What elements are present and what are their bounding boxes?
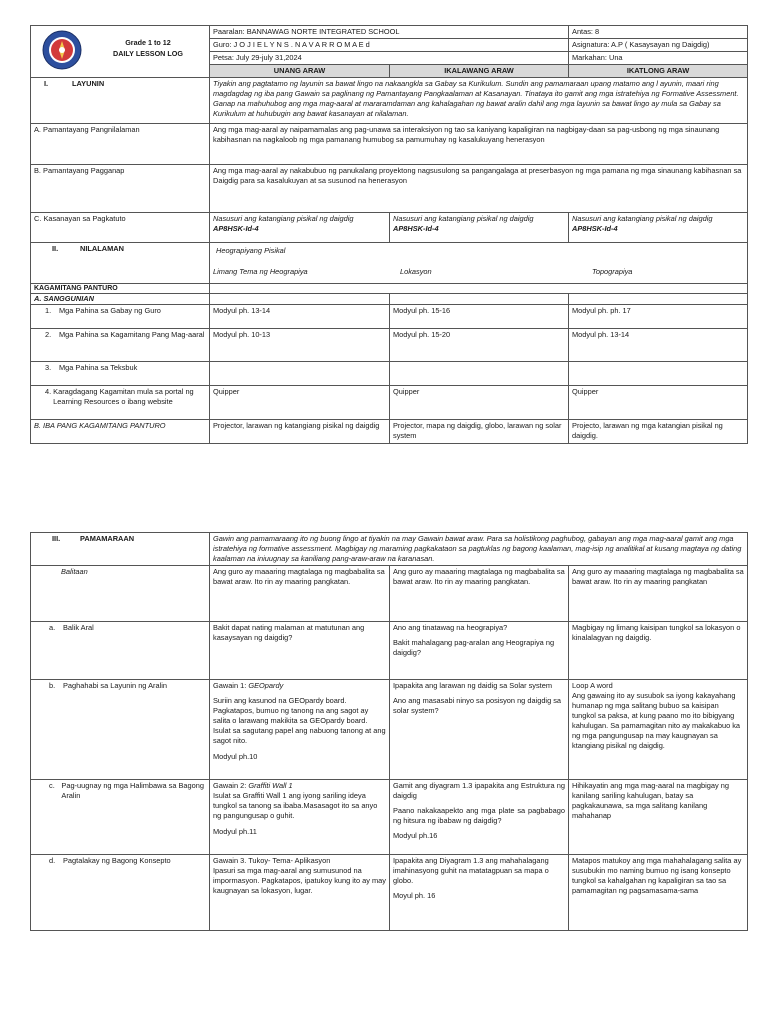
sanggunian-d2 — [390, 294, 569, 305]
paguugnay-d2 — [390, 779, 569, 854]
kagamitang-pang-d2: Modyul ph. 15-20 — [390, 329, 569, 362]
balik-aral-label: Balik Aral — [63, 622, 94, 632]
paghahabi-d2b: Ano ang masasabi ninyo sa posisyon ng daigdig sa solar system? — [393, 695, 562, 715]
balitaan-d1: Ang guro ay maaaring magtalaga ng magbabalita sa bawat araw. Ito rin ay maaring pangkatan. — [210, 565, 390, 621]
petsa-field: Petsa: July 29-july 31,2024 — [210, 51, 569, 64]
teksbuk-d1 — [210, 362, 390, 386]
lesson-log-table-1 — [30, 25, 748, 444]
nilalaman-label-cell — [31, 242, 210, 283]
balik-aral-num: a. — [49, 622, 56, 632]
pagtalakay-d1 — [210, 854, 390, 930]
paguugnay-num: c. — [49, 780, 55, 790]
paghahabi-d2 — [390, 679, 569, 779]
paguugnay-d1-title: Graffiti Wall 1 — [248, 780, 293, 790]
iba-pang-label: B. IBA PANG KAGAMITANG PANTURO — [31, 420, 210, 444]
sanggunian-label: A. SANGGUNIAN — [31, 294, 210, 305]
layunin-text: Tiyakin ang pagtatamo ng layunin sa bawat lingo na nakaangkla sa Gabay sa Kurikulum. Sundin ang pamamaraan upang matamo ang l ayunin, maari ring magdagdag ng iba pang Gawain sa paglinang ng Pamantayang Pangkaalaman at Kasanayan. Tinataya ito gamit ang mga istratehiya ng Formative Assessment. Ganap na mahuhubog ang mga mag-aaral at mararamdaman ang kahalagahan ng bawat aralin dahil ang mga layunin sa bawat lingo ay mula sa Gabay sa Kurikulum at huhubugin ang bawat kasanayan at nilalaman. — [210, 77, 748, 123]
kagamitang-pang-label: Mga Pahina sa Kagamitang Pang Mag-aaral — [59, 330, 205, 340]
paghahabi-d3 — [569, 679, 748, 779]
karagdagan-d3: Quipper — [569, 386, 748, 420]
paguugnay-d1 — [210, 779, 390, 854]
paguugnay-d1-title-prefix: Gawain 2: — [213, 780, 249, 790]
karagdagan-d2: Quipper — [390, 386, 569, 420]
balitaan-d2: Ang guro ay maaaring magtalaga ng magbabalita sa bawat araw. Ito rin ay maaring pangkatan. — [390, 565, 569, 621]
layunin-label-cell — [31, 77, 210, 123]
school-seal-icon — [42, 30, 82, 70]
balik-aral-d2b: Bakit mahalagang pag-aralan ang Heograpiya ng daigdig? — [393, 637, 555, 657]
header-logo-cell — [31, 26, 210, 78]
layunin-num: I. — [44, 78, 49, 88]
nilalaman-label: NILALAMAN — [80, 243, 124, 253]
doc-type-label: DAILY LESSON LOG — [113, 48, 183, 58]
paguugnay-label: Pag-uugnay ng mga Halimbawa sa Bagong Aralin — [61, 780, 204, 800]
day2-header: IKALAWANG ARAW — [390, 64, 569, 77]
balik-aral-label-cell — [31, 621, 210, 679]
kagamitang-pang-label-cell — [31, 329, 210, 362]
paghahabi-d3-title: Loop A word — [572, 680, 613, 690]
kagamitang-pang-d1: Modyul ph. 10-13 — [210, 329, 390, 362]
paghahabi-d1-ref: Modyul ph.10 — [213, 751, 258, 761]
balitaan-label: Balitaan — [31, 565, 210, 621]
paguugnay-d2b: Paano nakakaapekto ang mga plate sa pagbabago ng hitsura ng ibabaw ng daigdig? — [393, 805, 565, 825]
day3-header: IKATLONG ARAW — [569, 64, 748, 77]
paghahabi-label-cell — [31, 679, 210, 779]
paguugnay-d1-ref: Modyul ph.11 — [213, 826, 257, 836]
pangnilalaman-label: A. Pamantayang Pangnilalaman — [31, 123, 210, 164]
markahan-field: Markahan: Una — [569, 51, 748, 64]
pagtalakay-d1-title: Gawain 3. Tukoy- Tema- Aplikasyon — [213, 855, 331, 865]
balik-aral-d3: Magbigay ng limang kaisipan tungkol sa lokasyon o kinalalagyan ng daigdig. — [569, 621, 748, 679]
pamamaraan-label: PAMAMARAAN — [80, 534, 135, 543]
lesson-log-table-2 — [30, 532, 748, 931]
balik-aral-d2a: Ano ang tinatawag na heograpiya? — [393, 622, 508, 632]
teksbuk-d2 — [390, 362, 569, 386]
paguugnay-label-cell — [31, 779, 210, 854]
antas-field: Antas: 8 — [569, 26, 748, 39]
kasanayan-day3 — [569, 212, 748, 242]
sanggunian-d3 — [569, 294, 748, 305]
gabay-num: 1. — [45, 306, 52, 316]
paghahabi-d2a: Ipapakita ang larawan ng daidig sa Solar system — [393, 680, 552, 690]
pamamaraan-num: III. — [52, 534, 61, 543]
day1-header: UNANG ARAW — [210, 64, 390, 77]
paaralan-field: Paaralan: BANNAWAG NORTE INTEGRATED SCHOOL — [210, 26, 569, 39]
karagdagan-num: 4. — [45, 387, 52, 397]
gabay-label-cell — [31, 305, 210, 329]
kagamitang-pang-d3: Modyul ph. 13-14 — [569, 329, 748, 362]
pamamaraan-label-cell — [31, 533, 210, 566]
paghahabi-d1-title-prefix: Gawain 1: — [213, 680, 249, 690]
pangnilalaman-text: Ang mga mag-aaral ay naipamamalas ang pag-unawa sa interaksiyon ng tao sa kaniyang kapaligiran na nagbigay-daan sa pag-usbong ng mga sinaunang kabihasnan na nagkaloob ng mga pamanang humubog sa pamumuhay ng kasalukuyang henerasyon — [210, 123, 748, 164]
pagtalakay-d1-body: Ipasuri sa mga mag-aaral ang sumusunod na impormasyon. Pagkatapos, ipatukoy kung ito ay may kaugnayan sa lokasyon, lugar. — [213, 865, 386, 895]
kasanayan-day2 — [390, 212, 569, 242]
teksbuk-label: Mga Pahina sa Teksbuk — [59, 363, 138, 373]
paguugnay-d2a: Gamit ang diyagram 1.3 ipapakita ang Estruktura ng daigdig — [393, 780, 565, 800]
nilalaman-sub3: Topograpiya — [592, 266, 633, 276]
gabay-label: Mga Pahina sa Gabay ng Guro — [59, 306, 161, 316]
kagamitan-blank — [210, 283, 748, 293]
balik-aral-d1: Bakit dapat nating malaman at matutunan ang kasaysayan ng daigdig? — [210, 621, 390, 679]
nilalaman-topic: Heograpiyang Pisikal — [216, 245, 286, 255]
karagdagan-d1: Quipper — [210, 386, 390, 420]
pagtalakay-num: d. — [49, 855, 56, 865]
teksbuk-label-cell — [31, 362, 210, 386]
iba-pang-d2: Projector, mapa ng daigdig, globo, larawan ng solar system — [390, 420, 569, 444]
paghahabi-label: Paghahabi sa Layunin ng Aralin — [63, 680, 167, 690]
layunin-label: LAYUNIN — [72, 78, 105, 88]
gabay-d2: Modyul ph. 15-16 — [390, 305, 569, 329]
teksbuk-num: 3. — [45, 363, 52, 373]
kasanayan-day3-text: Nasusuri ang katangiang pisikal ng daigdig — [572, 213, 713, 223]
nilalaman-num: II. — [52, 243, 59, 253]
pagtalakay-d2-ref: Moyul ph. 16 — [393, 890, 436, 900]
paghahabi-d1 — [210, 679, 390, 779]
kasanayan-label: C. Kasanayan sa Pagkatuto — [31, 212, 210, 242]
pagtalakay-d2-body: Ipapakita ang Diyagram 1.3 ang mahahalagang imahinasyong guhit na matatagpuan sa mapa o globo. — [393, 855, 549, 885]
pagtalakay-d3: Matapos matukoy ang mga mahahalagang salita ay susubukin mo naming bumuo ng isang konsepto tungkol sa kahalgahan ng kapaligiran sa tao sa pamamagitan ng pagsamasama-sama — [569, 854, 748, 930]
nilalaman-sub1: Limang Tema ng Heograpiya — [213, 266, 308, 276]
iba-pang-d1: Projector, larawan ng katangiang pisikal ng daigdig — [210, 420, 390, 444]
grade-label: Grade 1 to 12 — [125, 38, 171, 47]
nilalaman-content — [210, 242, 748, 283]
nilalaman-sub2: Lokasyon — [400, 266, 432, 276]
teksbuk-d3 — [569, 362, 748, 386]
iba-pang-d3: Projecto, larawan ng mga katangian pisikal ng daigdig. — [569, 420, 748, 444]
pagtalakay-label-cell — [31, 854, 210, 930]
paguugnay-d3: Hihikayatin ang mga mag-aaral na magbigay ng kanilang sariling kahulugan, batay sa pagkakaunawa, sa mga salitang kanilang mahahanap — [569, 779, 748, 854]
paghahabi-d1-body: Suriin ang kasunod na GEOpardy board. Pagkatapos, bumuo ng tanong na ang sagot ay salita o larawang makikita sa GEOpardy board. Isulat sa sagutang papel ang nabuong tanong at ang sagot nito. — [213, 695, 386, 745]
pagganap-text: Ang mga mag-aaral ay nakabubuo ng panukalang proyektong nagsusulong sa pangangalaga at preserbasyon ng mga pamana ng mga sinaunang kabihasnan sa Daigdig para sa kasalukuyan at sa susunod na henerasyon — [210, 164, 748, 212]
kasanayan-day3-code: AP8HSK-Id-4 — [572, 223, 618, 233]
kasanayan-day1-code: AP8HSK-Id-4 — [213, 223, 259, 233]
kagamitan-label: KAGAMITANG PANTURO — [31, 283, 210, 293]
karagdagan-label-cell — [31, 386, 210, 420]
guro-field: Guro: J O J I E L Y N S . N A V A R R O M A E d — [210, 38, 569, 51]
paghahabi-d3-body: Ang gawaing ito ay susubok sa iyong kakayahang humanap ng mga salitang bubuo sa kaisipan tungkol sa paksa, at kung paano mo ito bibigyang kahulugan. Sa pamamagitan nito ay makakabuo ka ng mga pangungusap na may kaugnayan sa ktangiang pisikal ng daigdig. — [572, 690, 741, 750]
sanggunian-d1 — [210, 294, 390, 305]
kasanayan-day2-code: AP8HSK-Id-4 — [393, 223, 439, 233]
paghahabi-d1-title: GEOpardy — [248, 680, 284, 690]
karagdagan-label: Karagdagang Kagamitan mula sa portal ng Learning Resources o ibang website — [53, 387, 194, 407]
kasanayan-day2-text: Nasusuri ang katangiang pisikal ng daigdig — [393, 213, 534, 223]
kagamitang-pang-num: 2. — [45, 330, 52, 340]
pagganap-label: B. Pamantayang Pagganap — [31, 164, 210, 212]
balik-aral-d2 — [390, 621, 569, 679]
kasanayan-day1-text: Nasusuri ang katangiang pisikal ng daigdig — [213, 213, 354, 223]
paghahabi-num: b. — [49, 680, 56, 690]
pagtalakay-d2 — [390, 854, 569, 930]
paguugnay-d1-body: Isulat sa Graffiti Wall 1 ang iyong sariling ideya tungkol sa tanong sa ibaba.Masasagot ito sa anyo ng pangungusap o guhit. — [213, 790, 378, 820]
paguugnay-d2-ref: Modyul ph.16 — [393, 830, 438, 840]
asignatura-field: Asignatura: A.P ( Kasaysayan ng Daigdig) — [569, 38, 748, 51]
pamamaraan-text: Gawin ang pamamaraang ito ng buong lingo at tiyakin na may Gawain bawat araw. Para sa holistikong paghubog, gabayan ang mga mag-aaral gamit ang mga istratehiya ng formative assessment. Magbigay ng maraming pagkakataon sa pagtuklas ng bagong kaalaman, mag-isip ng analitikal at kusang magtaya ng dating kaalaman na iniuugnay sa kaniliang pang-araw-araw na karanasan. — [210, 533, 748, 566]
kasanayan-day1 — [210, 212, 390, 242]
gabay-d1: Modyul ph. 13-14 — [210, 305, 390, 329]
balitaan-d3: Ang guro ay maaaring magtalaga ng magbabalita sa bawat araw. Ito rin ay maaring pangkatan — [569, 565, 748, 621]
pagtalakay-label: Pagtalakay ng Bagong Konsepto — [63, 855, 171, 865]
gabay-d3: Modyul ph. ph. 17 — [569, 305, 748, 329]
